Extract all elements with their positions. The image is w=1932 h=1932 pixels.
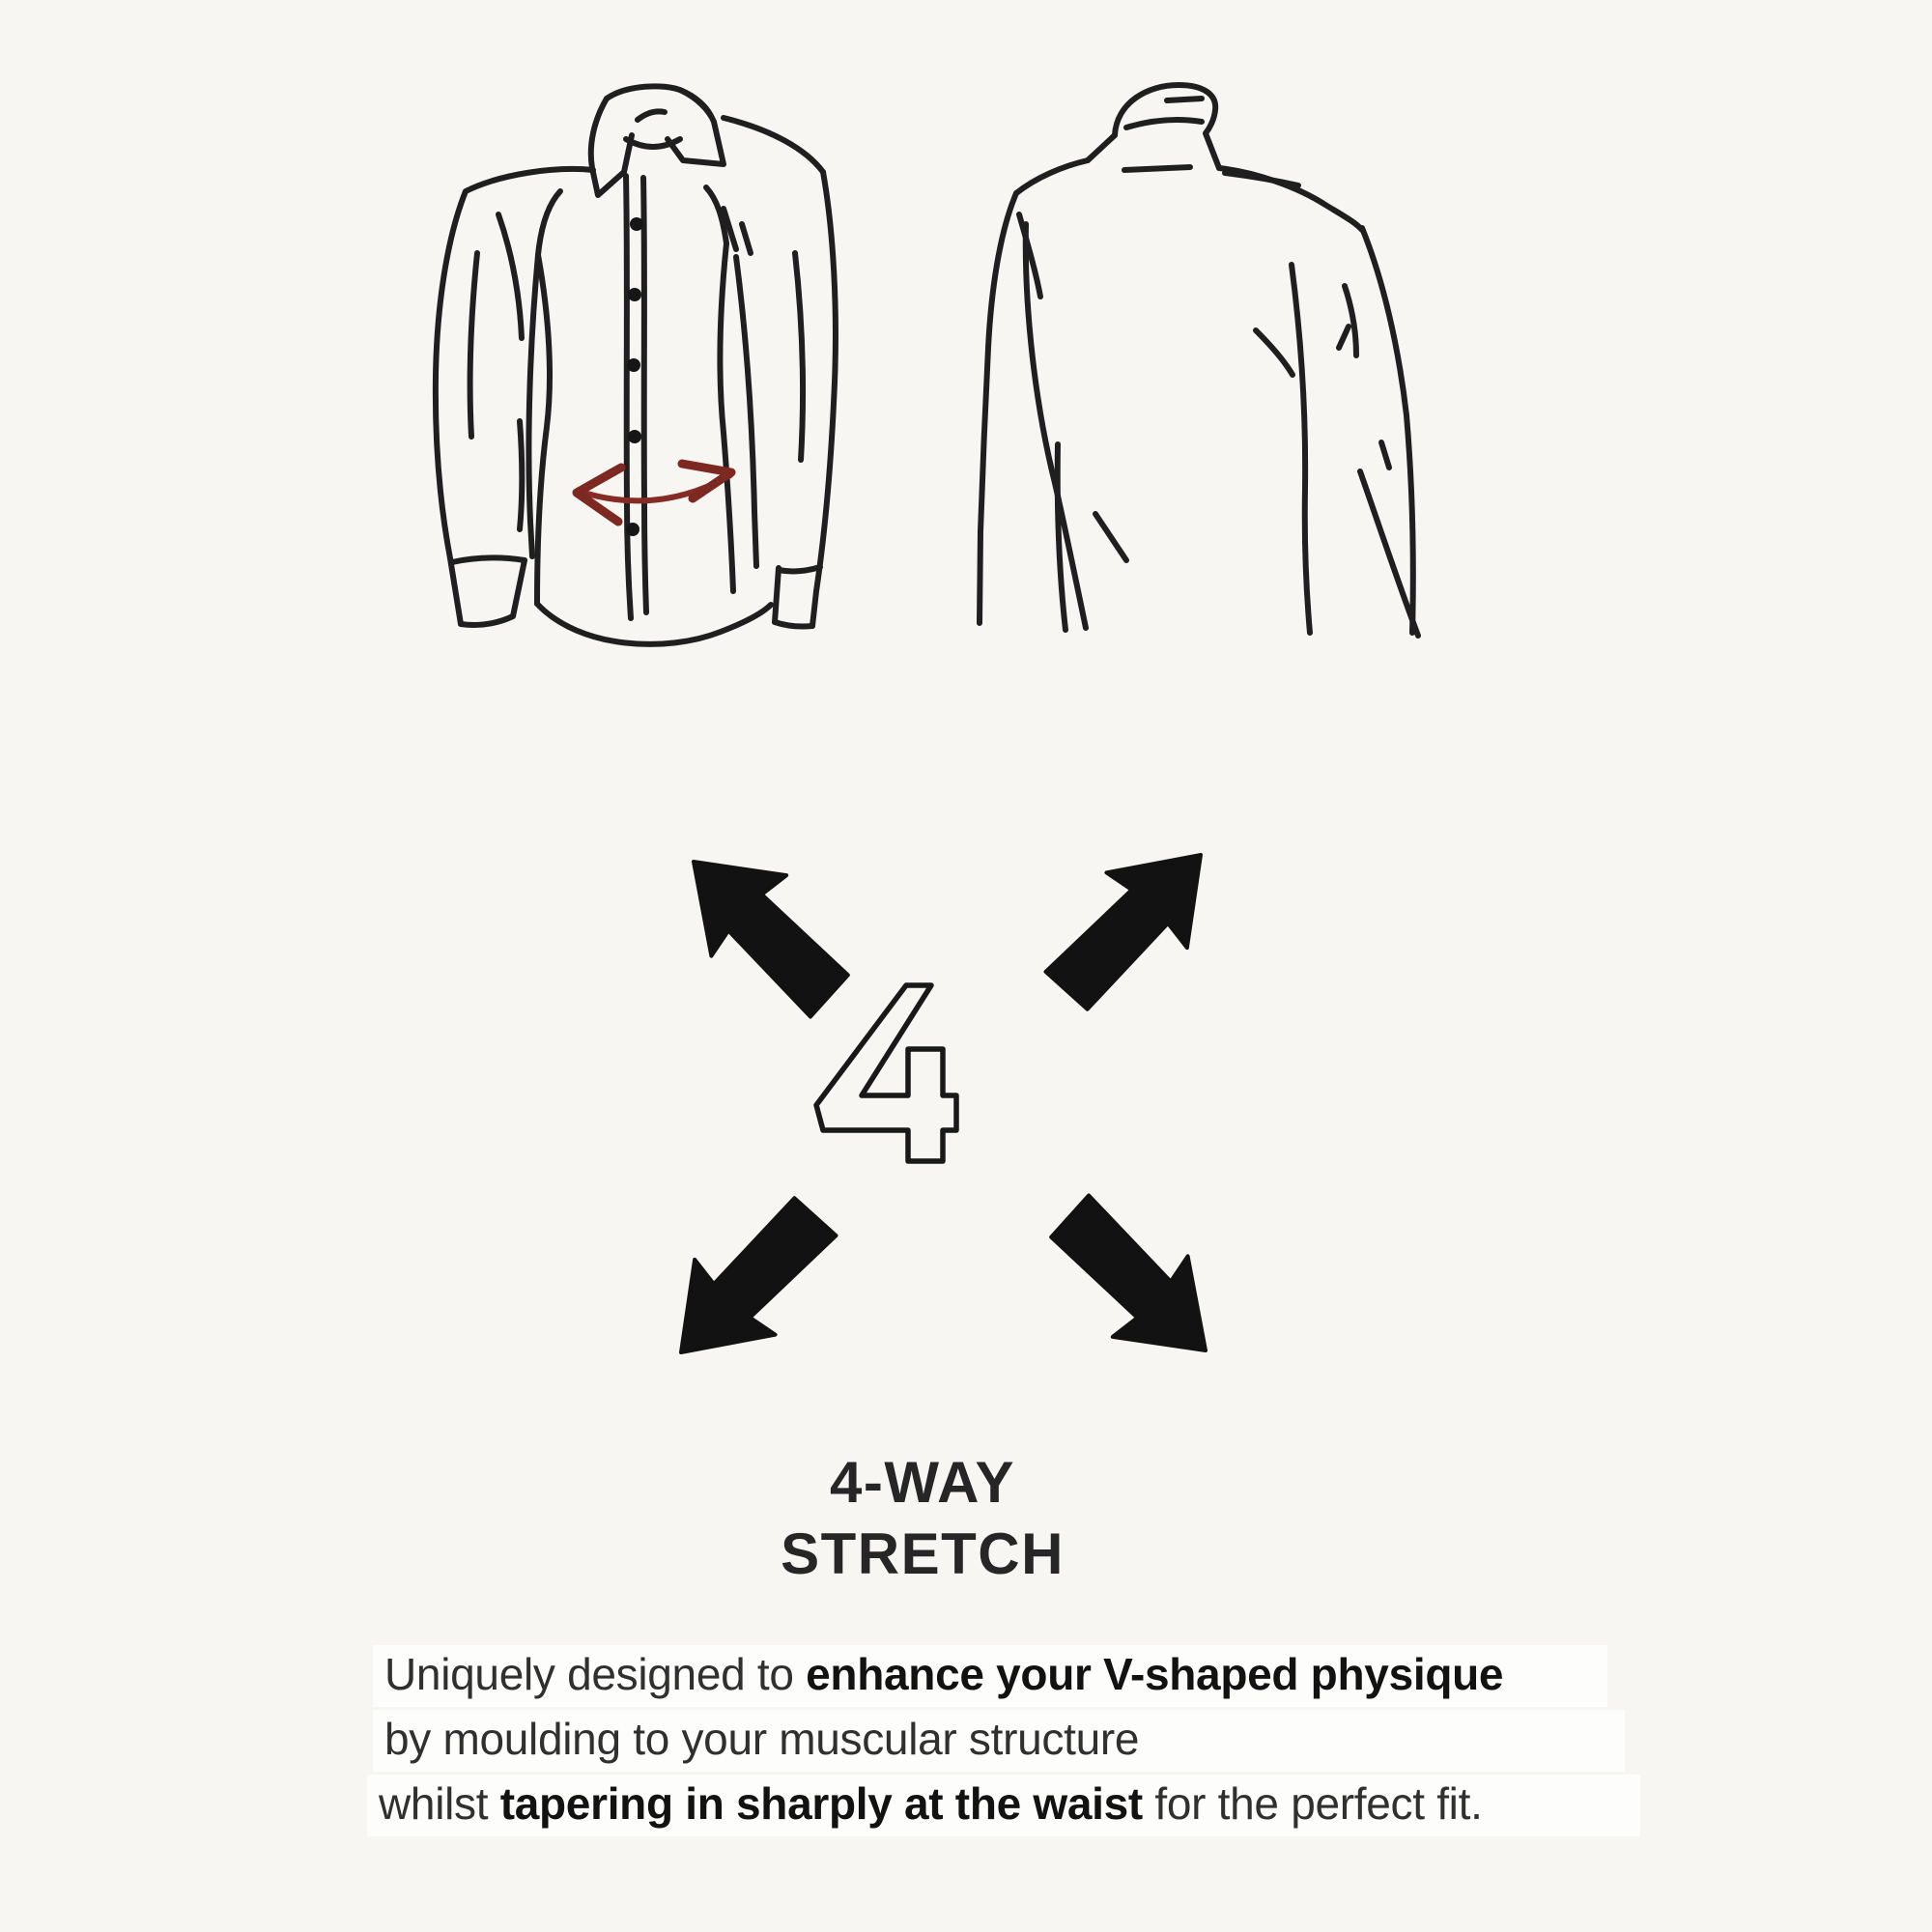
four-way-stretch-icon (638, 821, 1256, 1391)
text-run-bold: tapering in sharply at the waist (499, 1778, 1143, 1829)
paragraph-line (373, 1710, 1625, 1772)
left-cuff-bottom (461, 560, 525, 625)
hem-curve (537, 604, 771, 644)
left-arm-outer (980, 193, 1016, 623)
paragraph-line (367, 1775, 1640, 1836)
fold-line (498, 214, 522, 338)
fold-line (520, 421, 522, 529)
digit-4-outline (816, 985, 956, 1161)
left-fold-tick (1095, 514, 1126, 560)
text-run: for the perfect fit. (1142, 1778, 1483, 1829)
stretch-arrow-down-right-icon (1030, 1177, 1243, 1390)
button (630, 217, 643, 231)
left-armhole (538, 191, 560, 255)
heading-line-2: STRETCH (781, 1521, 1065, 1586)
text-run: Uniquely designed to (384, 1649, 807, 1699)
shirt-front-sketch (415, 58, 850, 676)
heading-line-1: 4-WAY (829, 1450, 1015, 1515)
stretch-heading (604, 1447, 1241, 1590)
right-sleeve-outer (812, 172, 836, 626)
right-body-side (720, 243, 733, 591)
shoulder-blade-fold (1019, 214, 1040, 297)
placket-right-line (643, 178, 646, 612)
collar-left-edge (1088, 135, 1115, 160)
collar-fold (1126, 120, 1202, 128)
right-cuff (775, 568, 812, 627)
fold-tick (1381, 442, 1389, 468)
right-sleeve-seam (736, 257, 756, 566)
back-muscle-fold (1256, 330, 1293, 375)
stretch-arrow-down-left-icon (641, 1177, 855, 1390)
description-paragraph (373, 1645, 1640, 1839)
fold-tick (742, 224, 751, 253)
yoke-dash (1124, 167, 1190, 170)
text-run-bold: enhance your V-shaped physique (806, 1649, 1504, 1699)
text-run: whilst (379, 1778, 500, 1829)
placket-left-line (626, 176, 631, 618)
button (627, 358, 640, 372)
right-arm-outer (1362, 228, 1413, 633)
button (628, 288, 641, 301)
text-run: by moulding to your muscular structure (384, 1714, 1140, 1764)
left-sleeve-outer (436, 169, 593, 624)
paragraph-line (373, 1645, 1607, 1707)
collar-accent (1167, 99, 1202, 100)
collar-right-flap (668, 91, 724, 164)
left-shoulder (1016, 160, 1088, 193)
shirt-back-sketch (956, 72, 1439, 691)
arm-fold (1345, 286, 1356, 355)
fold-tick (1339, 327, 1349, 348)
button (626, 523, 639, 536)
left-arm-seam (1026, 224, 1086, 628)
left-body-side (537, 255, 550, 604)
fold-line (470, 253, 477, 437)
neck-accent (638, 111, 665, 120)
right-shoulder (724, 118, 823, 172)
left-cuff-line (452, 557, 525, 562)
fold-line (795, 253, 803, 460)
right-cuff-line (779, 567, 820, 571)
right-arm-seam (1292, 265, 1310, 633)
stretch-arrow-up-left-icon (655, 822, 868, 1036)
neck-curve (626, 139, 680, 147)
stretch-arrow-up-right-icon (1027, 821, 1240, 1031)
button (628, 430, 641, 443)
